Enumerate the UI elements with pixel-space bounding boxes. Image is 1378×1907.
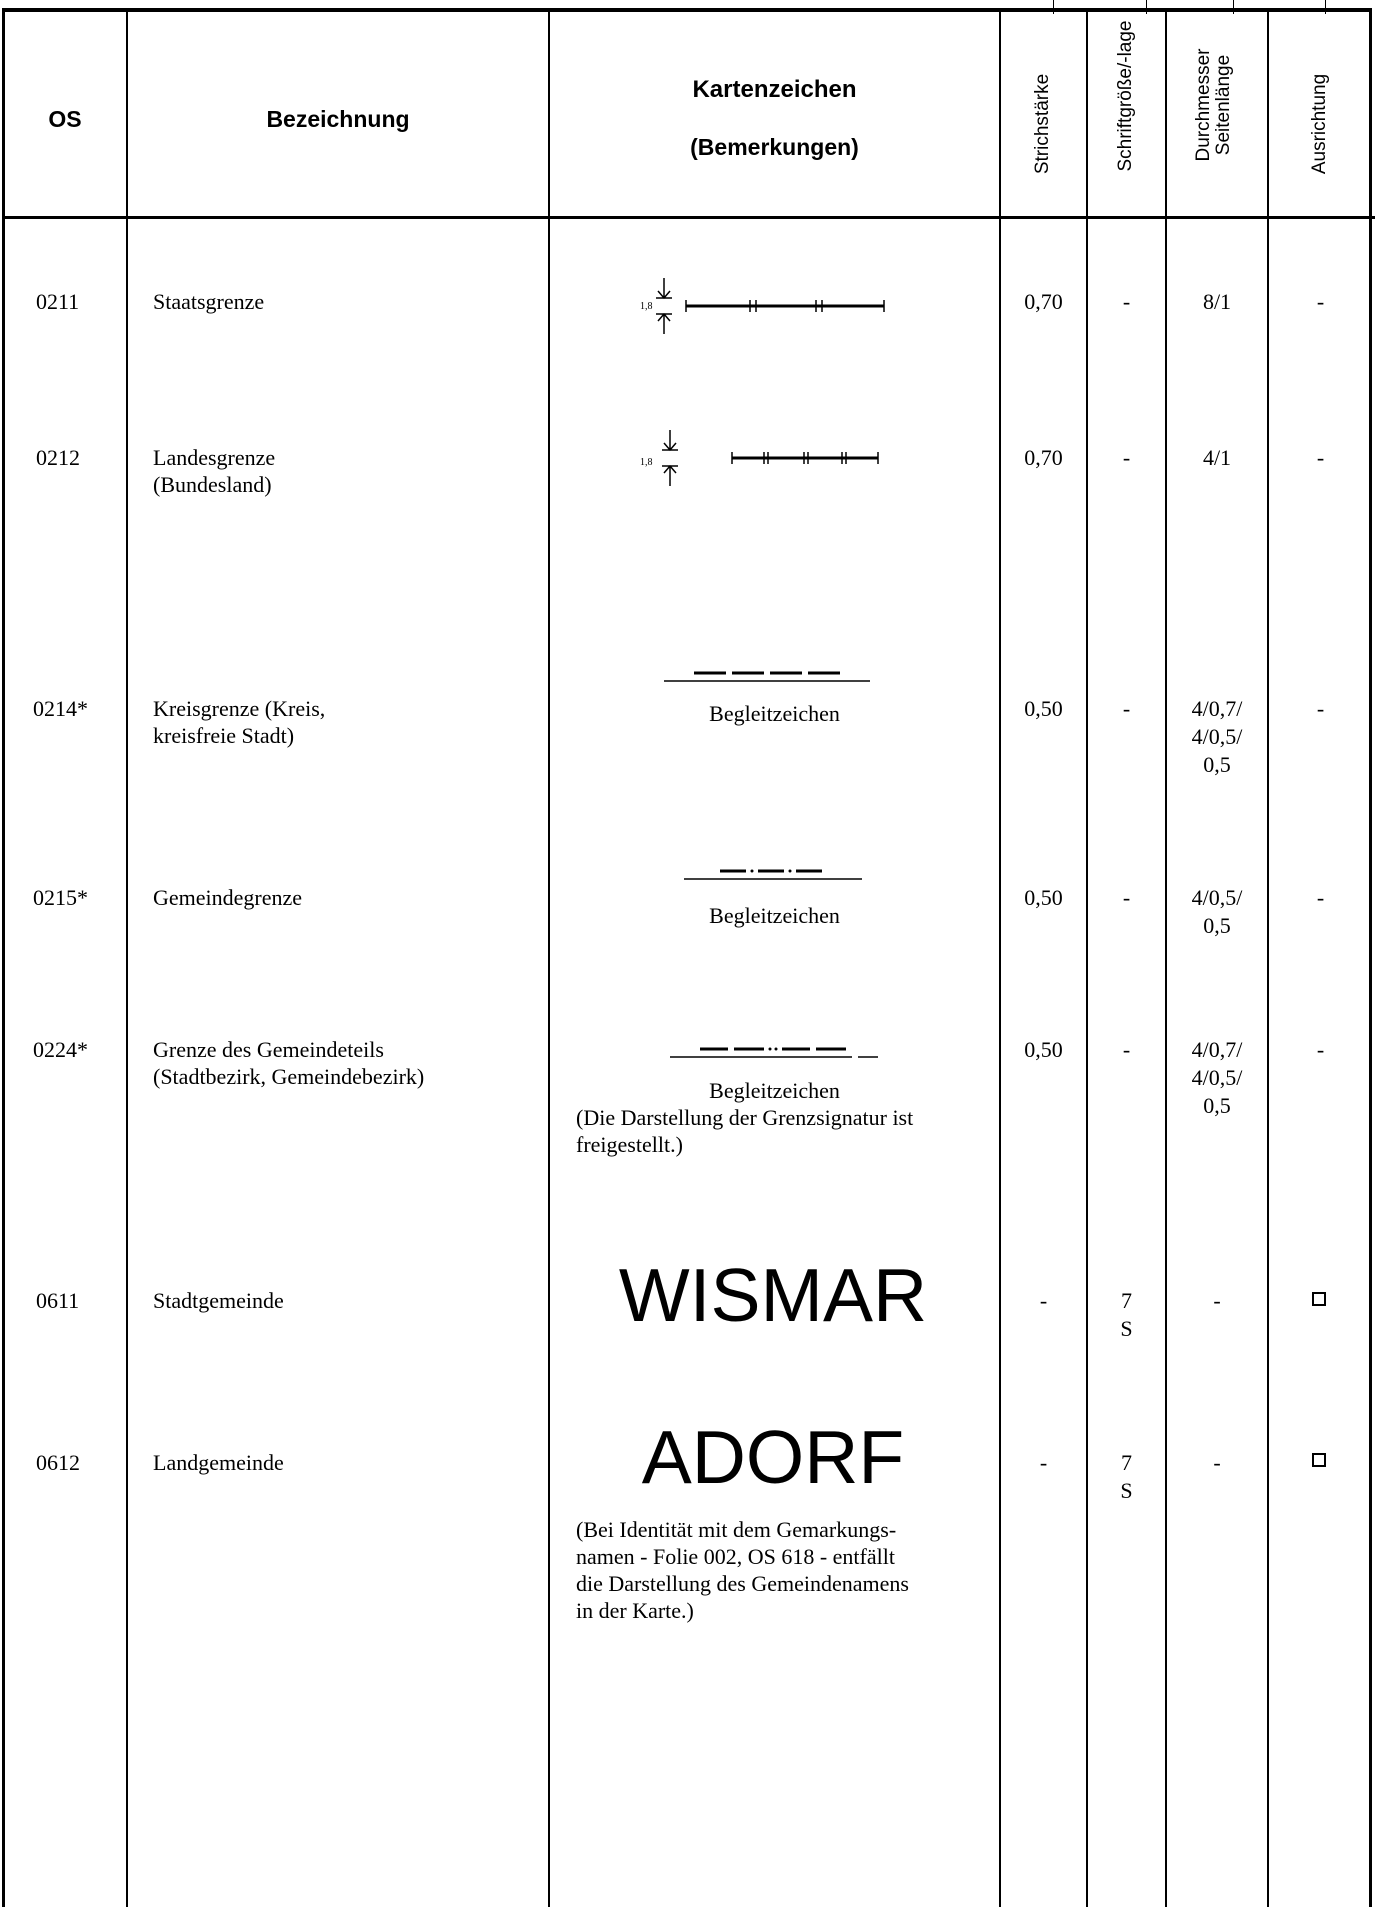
- tick-mark: [1325, 0, 1326, 14]
- row-0215-schrift: -: [1122, 885, 1131, 910]
- row-0214-kreisgrenze-symbol: [660, 668, 890, 684]
- row-0612-durchmesser: -: [1213, 1450, 1221, 1475]
- row-0612-schrift-1: 7: [1121, 1450, 1132, 1475]
- row-0612-bemerkung-4: in der Karte.): [576, 1598, 694, 1623]
- row-0212-dim-label: 1,8: [640, 457, 653, 468]
- row-0215-durchmesser-1: 4/0,5/: [1191, 885, 1243, 910]
- row-0211-bezeichnung: Staatsgrenze: [153, 289, 265, 314]
- header-os: OS: [48, 106, 82, 132]
- row-0214-strich: 0,50: [1024, 696, 1063, 721]
- row-0212-schrift: -: [1122, 445, 1131, 470]
- row-0612-os: 0612: [36, 1450, 80, 1475]
- row-0224-bemerkung-1: (Die Darstellung der Grenzsignatur ist: [576, 1105, 914, 1130]
- header-ausrichtung: Ausrichtung: [1309, 73, 1330, 175]
- row-0211-dim-label: 1,8: [640, 301, 653, 312]
- row-0212-os: 0212: [36, 445, 80, 470]
- tick-mark: [1146, 0, 1147, 14]
- header-seitenlaenge: Seitenlänge: [1213, 54, 1234, 156]
- header-divider: [2, 216, 1375, 219]
- row-0612-bemerkung-3: die Darstellung des Gemeindenamens: [576, 1571, 909, 1596]
- row-0224-durchmesser-1: 4/0,7/: [1191, 1037, 1243, 1062]
- row-0612-schrift-2: S: [1120, 1478, 1133, 1503]
- row-0212-durchmesser: 4/1: [1202, 445, 1232, 470]
- row-0214-durchmesser-1: 4/0,7/: [1191, 696, 1243, 721]
- row-0224-bezeichnung: Grenze des Gemeindeteils: [153, 1037, 384, 1062]
- col-divider-1: [126, 8, 128, 1907]
- row-0215-gemeindegrenze-symbol: [680, 866, 880, 882]
- row-0224-durchmesser-2: 4/0,5/: [1191, 1065, 1243, 1090]
- row-0215-ausrichtung: -: [1316, 885, 1325, 910]
- header-bezeichnung: Bezeichnung: [266, 106, 410, 132]
- row-0215-os: 0215*: [33, 885, 88, 910]
- row-0611-strich: -: [1039, 1288, 1048, 1313]
- row-0211-ausrichtung: -: [1316, 289, 1325, 314]
- row-0224-bemerkung-2: freigestellt.): [576, 1132, 683, 1157]
- row-0212-strich: 0,70: [1024, 445, 1063, 470]
- row-0211-strich: 0,70: [1024, 289, 1063, 314]
- row-0224-os: 0224*: [33, 1037, 88, 1062]
- row-0612-bezeichnung: Landgemeinde: [153, 1450, 284, 1475]
- row-0212-bezeichnung: Landesgrenze: [153, 445, 276, 470]
- header-schriftgroesse: Schriftgröße/-lage: [1115, 20, 1136, 172]
- header-kartenzeichen: Kartenzeichen: [692, 76, 857, 103]
- row-0224-gemeindeteil-symbol: [666, 1044, 926, 1060]
- row-0224-begleitzeichen: Begleitzeichen: [709, 1078, 840, 1103]
- row-0212-ausrichtung: -: [1316, 445, 1325, 470]
- row-0214-durchmesser-3: 0,5: [1203, 752, 1231, 777]
- row-0612-bemerkung-1: (Bei Identität mit dem Gemarkungs-: [576, 1517, 897, 1542]
- row-0215-begleitzeichen: Begleitzeichen: [709, 903, 840, 928]
- row-0212-landesgrenze-symbol: [640, 428, 890, 488]
- row-0224-ausrichtung: -: [1316, 1037, 1325, 1062]
- row-0214-begleitzeichen: Begleitzeichen: [709, 701, 840, 726]
- row-0224-durchmesser-3: 0,5: [1203, 1093, 1231, 1118]
- row-0211-staatsgrenze-symbol: [640, 276, 890, 336]
- col-divider-2: [548, 8, 550, 1907]
- row-0214-bezeichnung-2: kreisfreie Stadt): [153, 723, 295, 748]
- row-0214-durchmesser-2: 4/0,5/: [1191, 724, 1243, 749]
- row-0214-schrift: -: [1122, 696, 1131, 721]
- square-outline-icon: [1312, 1453, 1326, 1467]
- row-0612-sample-text: ADORF: [641, 1415, 905, 1499]
- tick-mark: [1053, 0, 1054, 14]
- row-0215-durchmesser-2: 0,5: [1203, 913, 1231, 938]
- row-0224-strich: 0,50: [1024, 1037, 1063, 1062]
- row-0215-strich: 0,50: [1024, 885, 1063, 910]
- row-0211-durchmesser: 8/1: [1202, 289, 1232, 314]
- row-0224-schrift: -: [1122, 1037, 1131, 1062]
- header-durchmesser: Durchmesser: [1193, 48, 1214, 162]
- row-0611-durchmesser: -: [1213, 1288, 1221, 1313]
- row-0611-schrift-2: S: [1120, 1316, 1133, 1341]
- row-0214-ausrichtung: -: [1316, 696, 1325, 721]
- row-0612-bemerkung-2: namen - Folie 002, OS 618 - entfällt: [576, 1544, 895, 1569]
- row-0212-bezeichnung-2: (Bundesland): [153, 472, 272, 497]
- row-0214-os: 0214*: [33, 696, 88, 721]
- row-0224-bezeichnung-2: (Stadtbezirk, Gemeindebezirk): [153, 1064, 425, 1089]
- header-bemerkungen: (Bemerkungen): [690, 134, 859, 160]
- row-0611-sample-text: WISMAR: [618, 1253, 928, 1337]
- row-0215-bezeichnung: Gemeindegrenze: [153, 885, 303, 910]
- row-0612-strich: -: [1039, 1450, 1048, 1475]
- row-0611-bezeichnung: Stadtgemeinde: [153, 1288, 284, 1313]
- square-outline-icon: [1312, 1292, 1326, 1306]
- row-0211-os: 0211: [36, 289, 80, 314]
- row-0214-bezeichnung: Kreisgrenze (Kreis,: [153, 696, 326, 721]
- row-0211-schrift: -: [1122, 289, 1131, 314]
- row-0611-schrift-1: 7: [1121, 1288, 1132, 1313]
- row-0611-os: 0611: [36, 1288, 80, 1313]
- header-strichstaerke: Strichstärke: [1032, 73, 1053, 175]
